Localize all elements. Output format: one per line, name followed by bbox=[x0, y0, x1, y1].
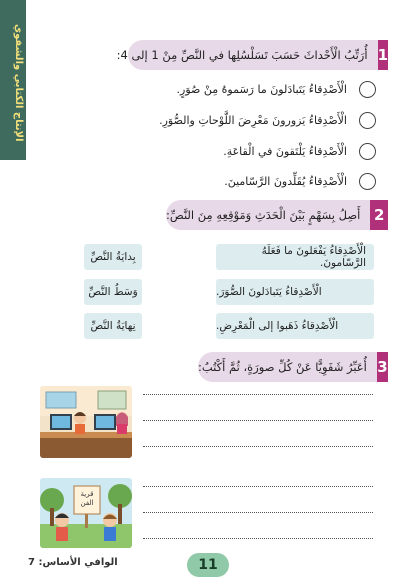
q2-instruction: أَصِلُ بِسَهْمٍ بَيْنَ الْحَدَثِ وَمَوْقِعِهِ مِنَ النَّصِّ: bbox=[166, 208, 361, 222]
art-village-sign: قرية الفن bbox=[80, 490, 94, 507]
illustration-classroom bbox=[40, 386, 132, 458]
writing-line[interactable] bbox=[143, 512, 373, 513]
q1-option[interactable] bbox=[177, 78, 376, 100]
order-circle[interactable] bbox=[359, 81, 376, 98]
illustration-art-village bbox=[40, 478, 132, 548]
event-card[interactable]: الْأَصْدِقاءُ يَفْعَلونَ ما فَعَلَهُ الرَّسّامونَ. bbox=[216, 244, 374, 270]
writing-line[interactable] bbox=[143, 420, 373, 421]
event-card[interactable]: الْأَصْدِقاءُ يَتَبادَلونَ الصُّوَرَ. bbox=[216, 279, 374, 305]
order-circle[interactable] bbox=[359, 112, 376, 129]
q1-header bbox=[116, 40, 388, 70]
q2-number: 2 bbox=[370, 200, 388, 230]
order-circle[interactable] bbox=[359, 143, 376, 160]
q1-option[interactable] bbox=[159, 109, 376, 131]
order-circle[interactable] bbox=[359, 173, 376, 190]
q3-header bbox=[198, 352, 388, 382]
q3-number: 3 bbox=[377, 352, 388, 382]
q1-number: 1 bbox=[378, 40, 388, 70]
q1-option-text: الْأَصْدِقاءُ يُقَلِّدونَ الرَّسّامينَ. bbox=[224, 174, 347, 188]
writing-line[interactable] bbox=[143, 538, 373, 539]
q1-option[interactable] bbox=[224, 170, 376, 192]
q2-header bbox=[166, 200, 388, 230]
writing-line[interactable] bbox=[143, 394, 373, 395]
position-card[interactable]: وَسَطُ النَّصِّ bbox=[84, 279, 142, 305]
q1-option[interactable] bbox=[223, 140, 376, 162]
event-card[interactable]: الْأَصْدِقاءُ ذَهَبوا إلى الْمَعْرِضِ. bbox=[216, 313, 374, 339]
side-label: الإنتاج الكتابي والشفوي bbox=[13, 24, 24, 142]
position-card[interactable]: بِدايَةُ النَّصِّ bbox=[84, 244, 142, 270]
page-number: 11 bbox=[187, 553, 229, 577]
q1-option-text: الْأَصْدِقاءُ يَزورونَ مَعْرِضَ اللَّوْحاتِ والصُّوَرِ. bbox=[159, 113, 347, 127]
book-title: الوافي الأساس: 7 bbox=[28, 557, 118, 568]
q1-option-text: الْأَصْدِقاءُ يَلْتَقونَ في الْقاعَةِ. bbox=[223, 144, 347, 158]
position-card[interactable]: نِهايَةُ النَّصِّ bbox=[84, 313, 142, 339]
writing-line[interactable] bbox=[143, 446, 373, 447]
q3-instruction: أُعَبِّرُ شَفَوِيًّا عَنْ كُلِّ صورَةٍ، ثُمَّ أَكْتُبُ: bbox=[198, 360, 367, 374]
writing-line[interactable] bbox=[143, 486, 373, 487]
q1-option-text: الْأَصْدِقاءُ يَتَبادَلونَ ما رَسَموهُ مِنْ صُوَرٍ. bbox=[176, 82, 347, 96]
q1-instruction: أُرَتِّبُ الْأَحْداثَ حَسَبَ تَسَلْسُلِها في النَّصِّ مِنْ 1 إلى 4: bbox=[116, 48, 368, 62]
